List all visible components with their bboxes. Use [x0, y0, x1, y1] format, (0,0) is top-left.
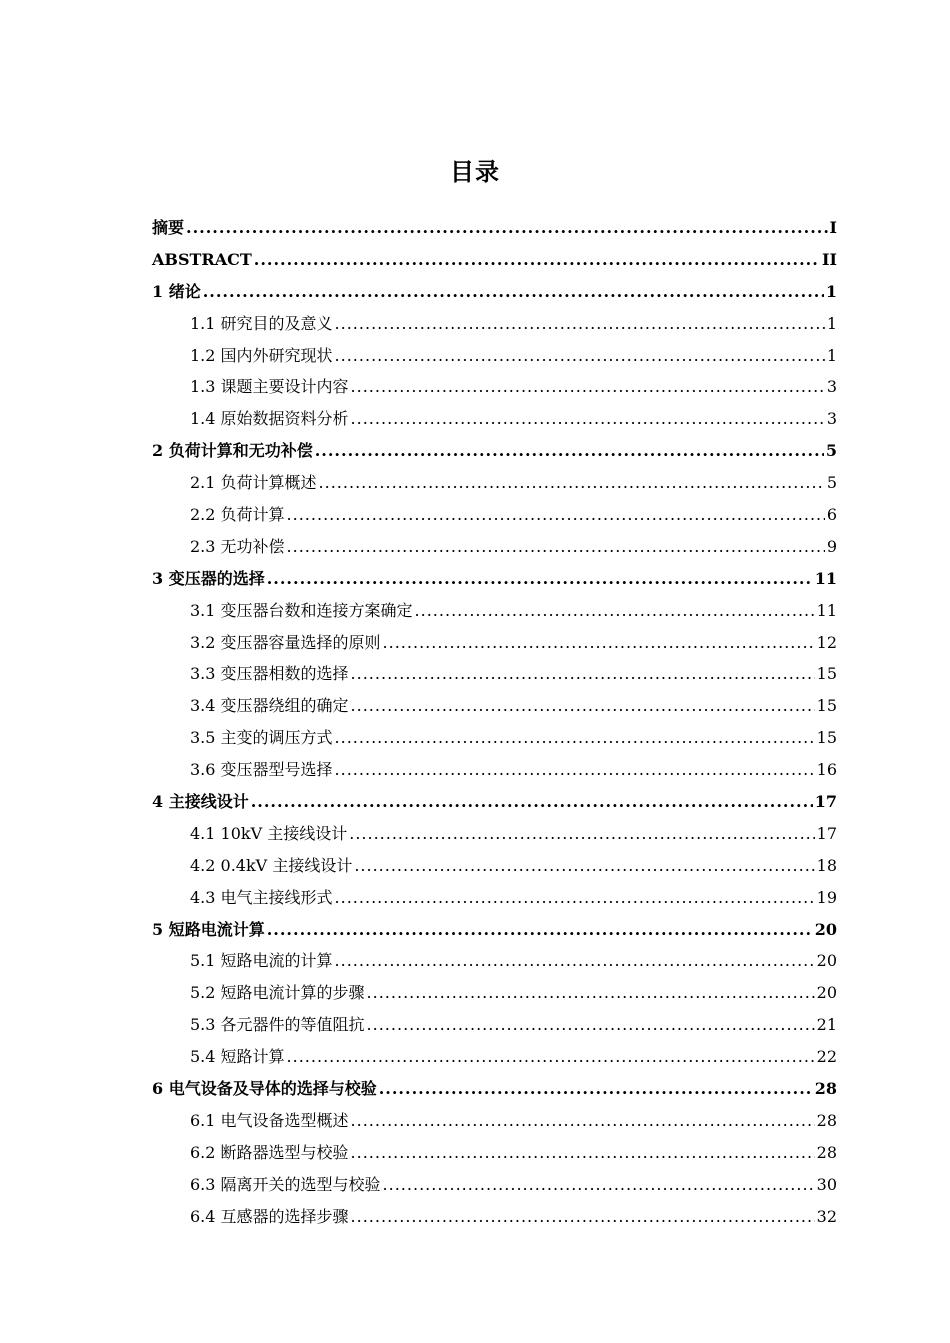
toc-entry-page-number: 15: [816, 664, 837, 684]
toc-section-entry[interactable]: [152, 754, 837, 786]
toc-dot-leader: [251, 786, 813, 818]
toc-entry-label: 2.1 负荷计算概述: [190, 473, 317, 493]
table-of-contents: [152, 212, 837, 1233]
toc-entry-label: 摘要: [152, 218, 185, 237]
toc-entry-page-number: 12: [816, 632, 837, 652]
toc-dot-leader: [354, 850, 814, 882]
toc-dot-leader: [415, 595, 815, 627]
toc-entry-page-number: 28: [816, 1110, 837, 1130]
toc-dot-leader: [335, 945, 815, 977]
toc-dot-leader: [267, 914, 813, 946]
toc-section-entry[interactable]: [152, 531, 837, 563]
toc-dot-leader: [203, 276, 824, 308]
toc-section-entry[interactable]: [152, 371, 837, 403]
toc-dot-leader: [319, 467, 825, 499]
toc-dot-leader: [254, 244, 820, 276]
toc-entry-label: 2 负荷计算和无功补偿: [152, 441, 313, 461]
toc-section-entry[interactable]: [152, 595, 837, 627]
toc-entry-label: 4.3 电气主接线形式: [190, 887, 333, 907]
page-title: 目录: [450, 158, 500, 186]
toc-section-entry[interactable]: [152, 1169, 837, 1201]
toc-entry-label: 6 电气设备及导体的选择与校验: [152, 1079, 377, 1099]
toc-section-entry[interactable]: [152, 1201, 837, 1233]
toc-dot-leader: [287, 1041, 815, 1073]
toc-chapter-entry[interactable]: [152, 914, 837, 946]
toc-section-entry[interactable]: [152, 722, 837, 754]
toc-entry-page-number: 1: [826, 345, 837, 365]
toc-entry-label: 5.4 短路计算: [190, 1047, 285, 1067]
toc-chapter-entry[interactable]: [152, 786, 837, 818]
toc-dot-leader: [186, 212, 828, 244]
toc-entry-label: 5 短路电流计算: [152, 919, 265, 939]
toc-dot-leader: [351, 371, 825, 403]
toc-entry-page-number: 30: [816, 1174, 837, 1194]
toc-entry-page-number: II: [822, 249, 837, 269]
toc-section-entry[interactable]: [152, 627, 837, 659]
toc-dot-leader: [287, 499, 825, 531]
toc-section-entry[interactable]: [152, 658, 837, 690]
toc-dot-leader: [383, 1169, 815, 1201]
toc-dot-leader: [335, 882, 815, 914]
toc-dot-leader: [287, 531, 825, 563]
toc-entry-label: 5.2 短路电流计算的步骤: [190, 983, 365, 1003]
toc-entry-label: 6.3 隔离开关的选型与校验: [190, 1174, 381, 1194]
toc-entry-label: ABSTRACT: [152, 249, 252, 269]
toc-entry-page-number: I: [829, 218, 837, 237]
toc-entry-label: 4 主接线设计: [152, 792, 249, 812]
toc-dot-leader: [315, 435, 824, 467]
toc-entry-label: 1.1 研究目的及意义: [190, 313, 333, 333]
toc-section-entry[interactable]: [152, 690, 837, 722]
toc-section-entry[interactable]: [152, 467, 837, 499]
toc-entry-label: 6.1 电气设备选型概述: [190, 1110, 349, 1130]
toc-dot-leader: [335, 754, 815, 786]
toc-entry-page-number: 3: [826, 409, 837, 429]
toc-entry-label: 3.4 变压器绕组的确定: [190, 696, 349, 716]
toc-dot-leader: [367, 1009, 815, 1041]
toc-entry-page-number: 11: [816, 600, 837, 620]
toc-chapter-entry[interactable]: [152, 563, 837, 595]
toc-entry-page-number: 3: [826, 377, 837, 397]
toc-dot-leader: [367, 977, 815, 1009]
toc-entry-page-number: 9: [826, 536, 837, 556]
toc-entry-page-number: 20: [816, 951, 837, 971]
toc-dot-leader: [351, 1137, 815, 1169]
toc-entry-label: 1.3 课题主要设计内容: [190, 377, 349, 397]
toc-entry-page-number: 15: [816, 696, 837, 716]
toc-entry-label: 3.5 主变的调压方式: [190, 728, 333, 748]
toc-section-entry[interactable]: [152, 945, 837, 977]
toc-entry-page-number: 19: [816, 887, 837, 907]
toc-entry-page-number: 6: [826, 505, 837, 525]
toc-chapter-entry[interactable]: [152, 435, 837, 467]
toc-section-entry[interactable]: [152, 818, 837, 850]
toc-entry-page-number: 17: [814, 792, 837, 812]
toc-entry-label: 6.4 互感器的选择步骤: [190, 1206, 349, 1226]
toc-section-entry[interactable]: [152, 1041, 837, 1073]
toc-chapter-entry[interactable]: [152, 276, 837, 308]
toc-entry-page-number: 1: [825, 281, 837, 301]
toc-entry-page-number: 32: [816, 1206, 837, 1226]
toc-section-entry[interactable]: [152, 499, 837, 531]
toc-entry-page-number: 20: [816, 983, 837, 1003]
toc-dot-leader: [335, 722, 815, 754]
toc-dot-leader: [349, 818, 814, 850]
toc-entry-page-number: 5: [825, 441, 837, 461]
toc-section-entry[interactable]: [152, 850, 837, 882]
toc-entry-page-number: 15: [816, 728, 837, 748]
toc-entry-page-number: 17: [816, 823, 837, 843]
toc-entry-label: 3 变压器的选择: [152, 568, 265, 588]
toc-entry-page-number: 1: [826, 313, 837, 333]
toc-dot-leader: [351, 1201, 815, 1233]
toc-entry-label: 2.3 无功补偿: [190, 536, 285, 556]
toc-dot-leader: [335, 308, 825, 340]
toc-entry-page-number: 20: [814, 919, 837, 939]
toc-section-entry[interactable]: [152, 340, 837, 372]
toc-chapter-entry[interactable]: [152, 244, 837, 276]
toc-entry-label: 1.4 原始数据资料分析: [190, 409, 349, 429]
toc-entry-label: 4.1 10kV 主接线设计: [190, 823, 348, 843]
toc-dot-leader: [351, 403, 825, 435]
toc-entry-label: 5.1 短路电流的计算: [190, 951, 333, 971]
toc-entry-label: 2.2 负荷计算: [190, 505, 285, 525]
toc-entry-label: 1.2 国内外研究现状: [190, 345, 333, 365]
toc-dot-leader: [351, 1105, 815, 1137]
toc-section-entry[interactable]: [152, 1105, 837, 1137]
toc-entry-page-number: 28: [816, 1142, 837, 1162]
toc-entry-label: 5.3 各元器件的等值阻抗: [190, 1015, 365, 1035]
toc-entry-label: 3.6 变压器型号选择: [190, 760, 333, 780]
toc-chapter-entry[interactable]: [152, 212, 837, 244]
toc-section-entry[interactable]: [152, 308, 837, 340]
toc-chapter-entry[interactable]: [152, 1073, 837, 1105]
toc-entry-label: 3.1 变压器台数和连接方案确定: [190, 600, 413, 620]
toc-dot-leader: [267, 563, 813, 595]
toc-entry-label: 1 绪论: [152, 281, 201, 301]
toc-dot-leader: [383, 627, 815, 659]
toc-dot-leader: [351, 658, 815, 690]
toc-entry-page-number: 28: [814, 1079, 837, 1099]
toc-section-entry[interactable]: [152, 403, 837, 435]
toc-dot-leader: [351, 690, 815, 722]
toc-entry-label: 6.2 断路器选型与校验: [190, 1142, 349, 1162]
toc-section-entry[interactable]: [152, 1137, 837, 1169]
toc-section-entry[interactable]: [152, 1009, 837, 1041]
toc-entry-page-number: 16: [816, 760, 837, 780]
toc-entry-page-number: 18: [816, 855, 837, 875]
toc-entry-page-number: 21: [816, 1015, 837, 1035]
toc-section-entry[interactable]: [152, 977, 837, 1009]
toc-entry-label: 3.3 变压器相数的选择: [190, 664, 349, 684]
toc-entry-page-number: 11: [814, 568, 837, 588]
toc-entry-label: 3.2 变压器容量选择的原则: [190, 632, 381, 652]
toc-entry-page-number: 5: [826, 473, 837, 493]
toc-section-entry[interactable]: [152, 882, 837, 914]
toc-dot-leader: [379, 1073, 813, 1105]
toc-entry-label: 4.2 0.4kV 主接线设计: [190, 855, 353, 875]
toc-dot-leader: [335, 340, 825, 372]
toc-entry-page-number: 22: [816, 1047, 837, 1067]
